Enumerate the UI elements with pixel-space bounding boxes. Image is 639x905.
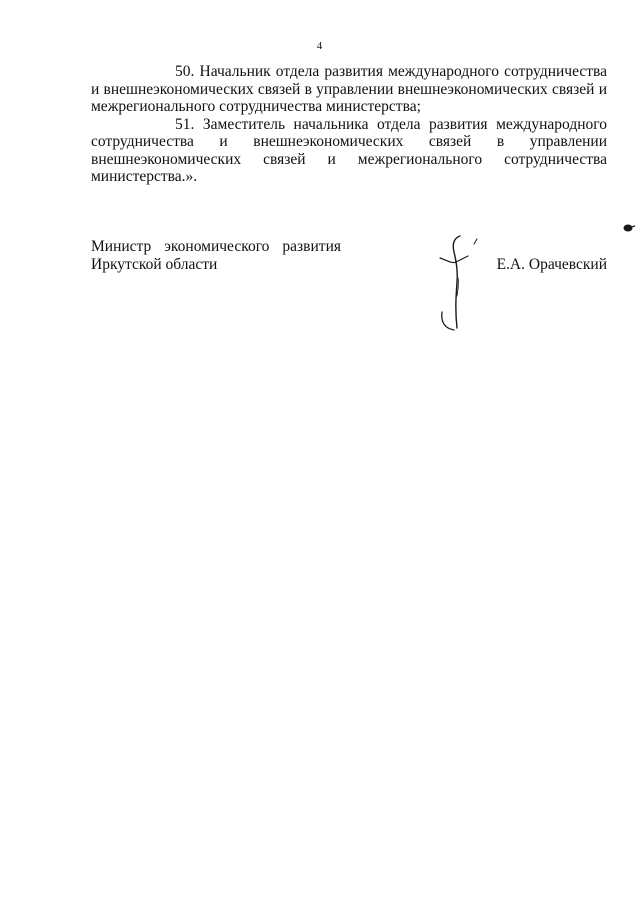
signatory-name: Е.А. Орачевский <box>496 255 607 273</box>
document-body <box>91 63 607 186</box>
item-number: 51. <box>175 115 195 133</box>
signatory-title <box>91 238 341 273</box>
list-item <box>91 63 607 116</box>
page-number: 4 <box>316 40 323 52</box>
signatory-title-line: Министр экономического развития <box>91 238 341 255</box>
handwritten-signature <box>430 230 490 335</box>
item-text: Заместитель начальника отдела развития международного сотрудничества и внешнеэкономических связей в управлении внешнеэкономических связей и межрегионального сотрудничества министерства.». <box>91 115 607 185</box>
item-number: 50. <box>175 63 195 80</box>
list-item <box>91 116 607 186</box>
item-text: Начальник отдела развития международного сотрудничества и внешнеэкономических связей в управлении внешнеэкономических связей и межрегионального сотрудничества министерства; <box>91 63 608 115</box>
ink-blot <box>622 222 636 234</box>
signatory-title-line: Иркутской области <box>91 255 218 273</box>
